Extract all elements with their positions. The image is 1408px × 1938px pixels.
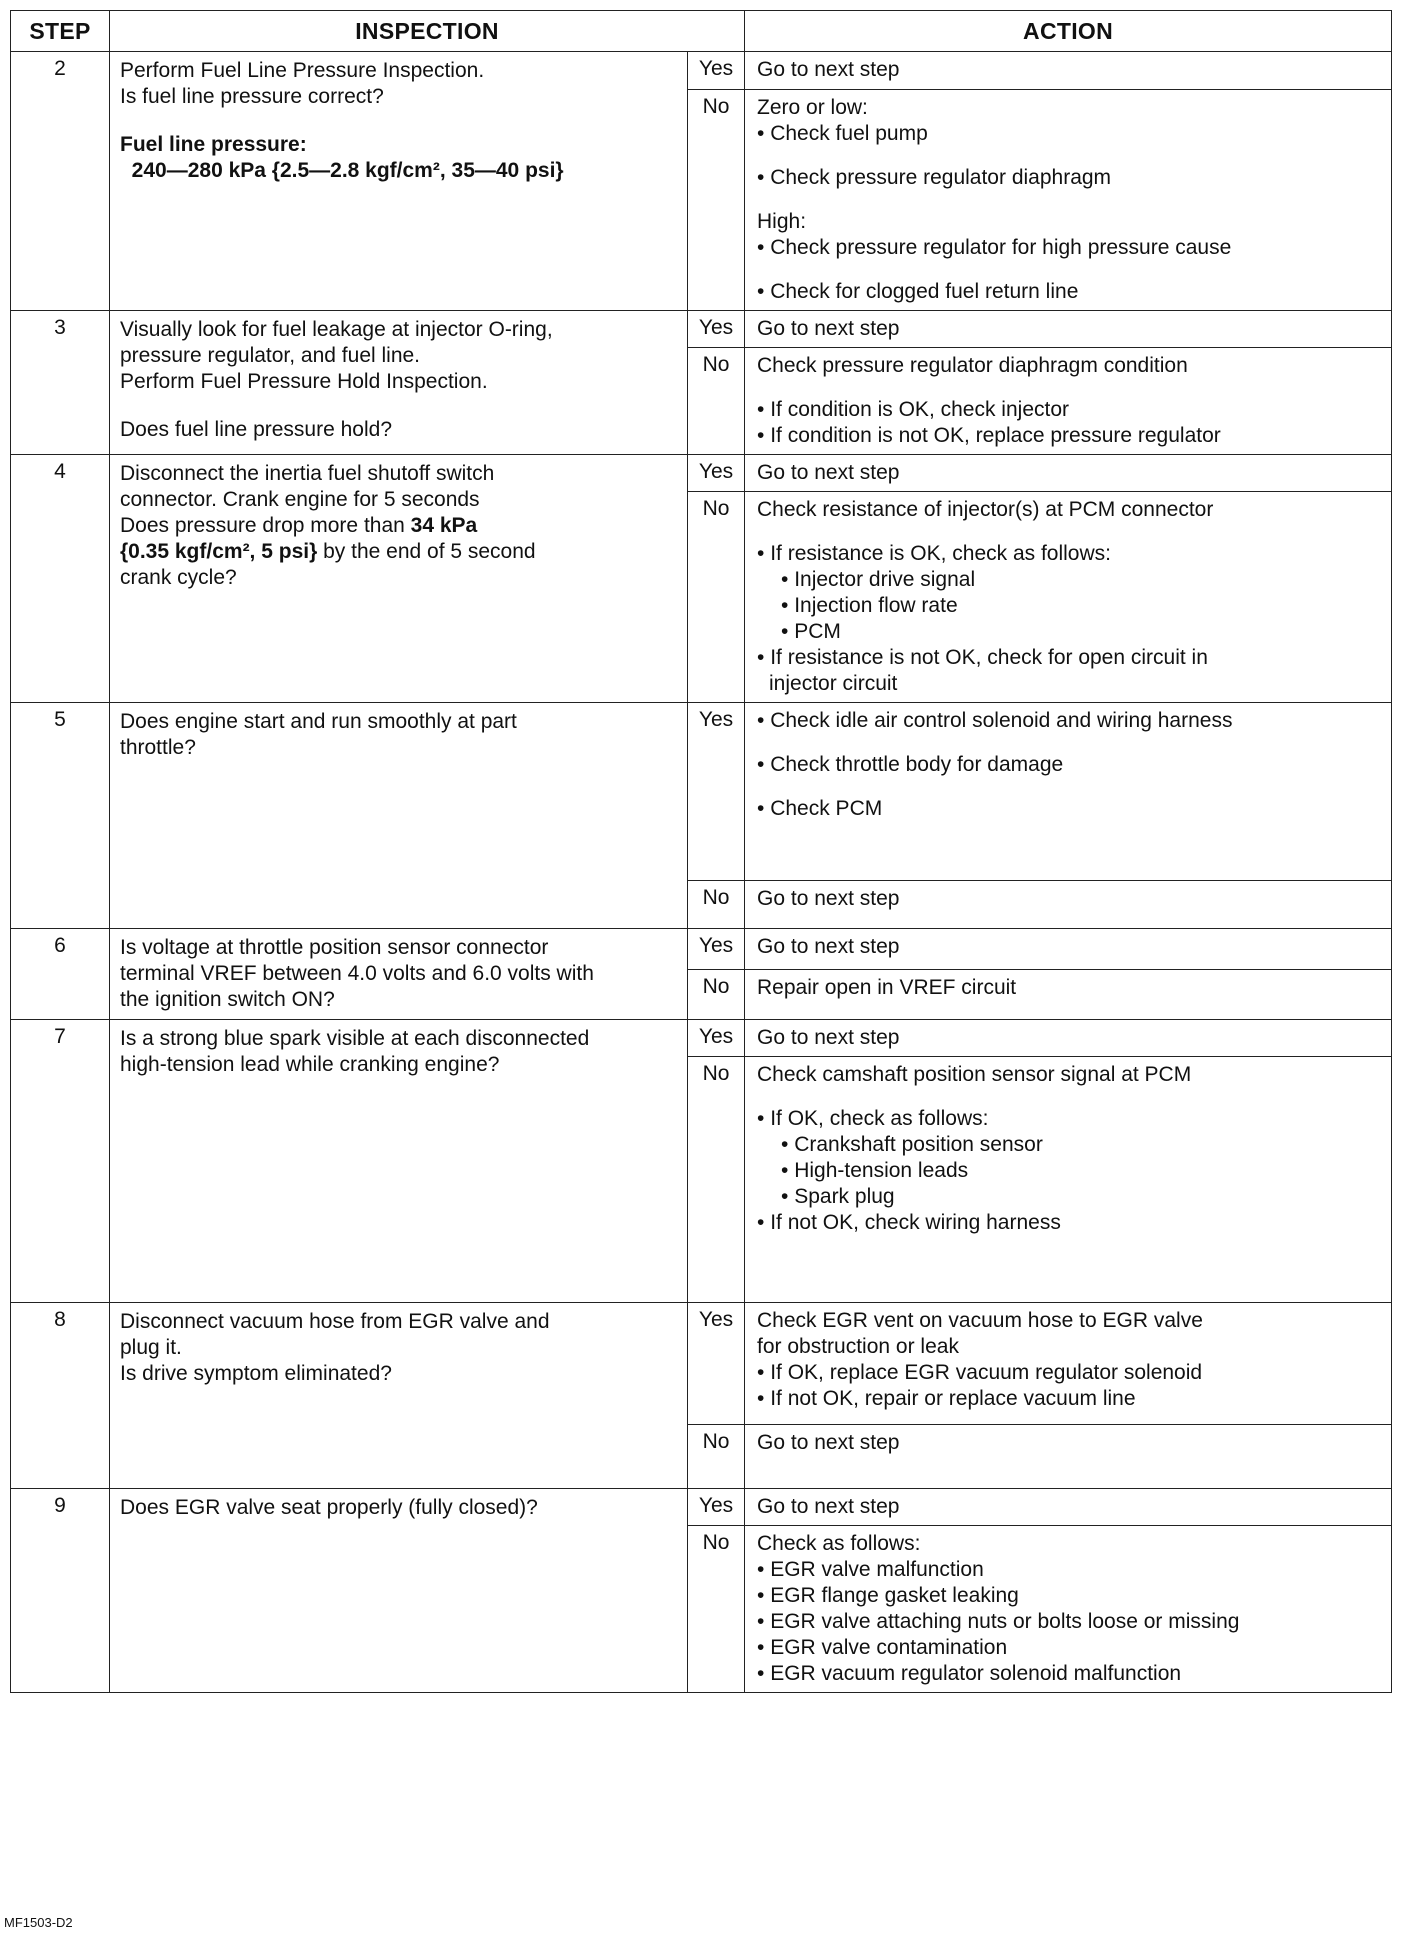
response-label: Yes (688, 311, 745, 348)
action-cell (745, 348, 1392, 455)
action-line: injector circuit (769, 672, 898, 695)
action-line: • EGR valve malfunction (757, 1558, 984, 1581)
spacer (757, 1088, 1379, 1106)
inspection-line: Disconnect the inertia fuel shutoff switch (120, 462, 495, 485)
action-line: Zero or low: (757, 96, 868, 119)
action-cell (745, 969, 1392, 1019)
action-line: • If not OK, repair or replace vacuum line (757, 1387, 1136, 1410)
inspection-line: Perform Fuel Line Pressure Inspection. (120, 59, 485, 82)
step-number: 5 (11, 703, 110, 929)
inspection-line: crank cycle? (120, 566, 237, 589)
action-line: • Crankshaft position sensor (781, 1133, 1043, 1156)
header-row (11, 11, 1392, 52)
response-label: No (688, 969, 745, 1019)
action-line: Go to next step (757, 317, 900, 340)
response-label: Yes (688, 703, 745, 881)
action-line: • Spark plug (781, 1185, 895, 1208)
diagnostic-table (10, 10, 1392, 1693)
inspection-line (120, 513, 677, 539)
action-line: High: (757, 210, 807, 233)
action-line: Check as follows: (757, 1532, 921, 1555)
action-line: Repair open in VREF circuit (757, 975, 1017, 999)
action-cell (745, 1057, 1392, 1303)
header-inspection: INSPECTION (110, 11, 745, 52)
spacer (757, 261, 1379, 279)
inspection-line: terminal VREF between 4.0 volts and 6.0 volts with (120, 962, 594, 985)
action-line: Check EGR vent on vacuum hose to EGR valve (757, 1309, 1203, 1332)
inspection-text-part: Does pressure drop more than (120, 514, 411, 537)
action-line: • Check idle air control solenoid and wiring harness (757, 709, 1233, 732)
table-row (11, 455, 1392, 492)
action-line: • If OK, check as follows: (757, 1107, 989, 1130)
action-line: for obstruction or leak (757, 1335, 959, 1358)
action-cell (745, 1303, 1392, 1425)
action-line: Check camshaft position sensor signal at PCM (757, 1063, 1192, 1086)
table-row (11, 703, 1392, 881)
inspection-text-part: {0.35 kgf/cm², 5 psi} (120, 540, 318, 563)
action-cell (745, 1020, 1392, 1057)
inspection-line: Is drive symptom eliminated? (120, 1362, 392, 1385)
inspection-text (110, 455, 688, 703)
action-cell (745, 929, 1392, 970)
action-cell (745, 1526, 1392, 1693)
table-row (11, 1020, 1392, 1057)
step-number: 9 (11, 1489, 110, 1693)
action-line: • Injector drive signal (781, 568, 976, 591)
inspection-text (110, 929, 688, 1020)
inspection-line: Fuel line pressure: (120, 133, 307, 156)
step-number: 4 (11, 455, 110, 703)
response-label: No (688, 1526, 745, 1693)
inspection-line: high-tension lead while cranking engine? (120, 1053, 500, 1076)
step-number: 3 (11, 311, 110, 455)
inspection-line: plug it. (120, 1336, 182, 1359)
action-line: Go to next step (757, 887, 900, 910)
inspection-line: Is a strong blue spark visible at each disconnected (120, 1027, 590, 1050)
spacer (757, 191, 1379, 209)
action-line: • Check for clogged fuel return line (757, 280, 1079, 303)
response-label: Yes (688, 929, 745, 970)
action-line: • Check throttle body for damage (757, 753, 1064, 776)
spacer (757, 523, 1379, 541)
response-label: No (688, 1057, 745, 1303)
action-cell (745, 52, 1392, 90)
step-number: 2 (11, 52, 110, 311)
inspection-line: Is voltage at throttle position sensor connector (120, 936, 549, 959)
header-step: STEP (11, 11, 110, 52)
action-line: • EGR flange gasket leaking (757, 1584, 1019, 1607)
action-line: • If not OK, check wiring harness (757, 1211, 1061, 1234)
action-line: Go to next step (757, 1431, 900, 1454)
response-label: No (688, 1425, 745, 1489)
action-line: • Check fuel pump (757, 122, 928, 145)
inspection-line: 240—280 kPa {2.5—2.8 kgf/cm², 35—40 psi} (120, 159, 564, 182)
action-line: • EGR valve contamination (757, 1636, 1008, 1659)
spacer (757, 734, 1379, 752)
action-line: • EGR valve attaching nuts or bolts loose or missing (757, 1610, 1240, 1633)
table-row (11, 1303, 1392, 1425)
inspection-line: Does fuel line pressure hold? (120, 418, 392, 441)
spacer (757, 379, 1379, 397)
response-label: Yes (688, 1303, 745, 1425)
action-cell (745, 492, 1392, 703)
action-line: • EGR vacuum regulator solenoid malfunction (757, 1662, 1182, 1685)
action-line: Go to next step (757, 1495, 900, 1518)
action-cell (745, 311, 1392, 348)
inspection-line: connector. Crank engine for 5 seconds (120, 488, 480, 511)
spacer (757, 778, 1379, 796)
action-cell (745, 703, 1392, 881)
response-label: Yes (688, 455, 745, 492)
action-line: Go to next step (757, 1026, 900, 1049)
action-cell (745, 1425, 1392, 1489)
action-line: • Check pressure regulator for high pressure cause (757, 236, 1232, 259)
spacer (757, 147, 1379, 165)
inspection-text-part: 34 kPa (410, 514, 478, 537)
inspection-text (110, 52, 688, 311)
inspection-line: Disconnect vacuum hose from EGR valve and (120, 1310, 550, 1333)
action-line: • Check pressure regulator diaphragm (757, 166, 1112, 189)
action-line: • High-tension leads (781, 1159, 969, 1182)
inspection-line: Does engine start and run smoothly at part (120, 710, 517, 733)
inspection-line: pressure regulator, and fuel line. (120, 344, 421, 367)
header-action: ACTION (745, 11, 1392, 52)
response-label: No (688, 881, 745, 929)
action-line: Check pressure regulator diaphragm condition (757, 354, 1188, 377)
inspection-line (120, 539, 677, 565)
action-line: Go to next step (757, 935, 900, 958)
response-label: No (688, 492, 745, 703)
response-label: No (688, 348, 745, 455)
action-line: • If resistance is not OK, check for open circuit in (757, 646, 1208, 669)
action-line: • Injection flow rate (781, 594, 958, 617)
action-line: • If condition is OK, check injector (757, 398, 1070, 421)
inspection-text (110, 1020, 688, 1303)
step-number: 8 (11, 1303, 110, 1489)
table-row (11, 1489, 1392, 1526)
step-number: 6 (11, 929, 110, 1020)
action-line: Check resistance of injector(s) at PCM connector (757, 498, 1214, 521)
action-line: • PCM (781, 620, 841, 643)
response-label: Yes (688, 1020, 745, 1057)
action-line: • If resistance is OK, check as follows: (757, 542, 1111, 565)
inspection-line: Does EGR valve seat properly (fully closed)? (120, 1496, 538, 1519)
inspection-line: Is fuel line pressure correct? (120, 85, 384, 108)
table-row (11, 52, 1392, 90)
spacer (120, 395, 677, 417)
action-line: Go to next step (757, 461, 900, 484)
troubleshooting-sheet (10, 10, 1391, 1693)
table-row (11, 311, 1392, 348)
spacer (120, 110, 677, 132)
action-cell (745, 1489, 1392, 1526)
action-line: Go to next step (757, 58, 900, 81)
action-line: • If condition is not OK, replace pressure regulator (757, 424, 1221, 447)
response-label: Yes (688, 52, 745, 90)
inspection-line: the ignition switch ON? (120, 988, 335, 1011)
inspection-line: Visually look for fuel leakage at injector O-ring, (120, 318, 553, 341)
inspection-text (110, 1303, 688, 1489)
action-line: • Check PCM (757, 797, 883, 820)
response-label: No (688, 90, 745, 311)
action-cell (745, 90, 1392, 311)
inspection-text-part: by the end of 5 second (317, 540, 536, 563)
figure-code: MF1503-D2 (4, 1915, 73, 1930)
table-body (11, 52, 1392, 1693)
inspection-line: Perform Fuel Pressure Hold Inspection. (120, 370, 488, 393)
inspection-line: throttle? (120, 736, 196, 759)
step-number: 7 (11, 1020, 110, 1303)
action-line: • If OK, replace EGR vacuum regulator solenoid (757, 1361, 1203, 1384)
inspection-text (110, 1489, 688, 1693)
response-label: Yes (688, 1489, 745, 1526)
action-cell (745, 881, 1392, 929)
inspection-text (110, 311, 688, 455)
table-row (11, 929, 1392, 970)
action-cell (745, 455, 1392, 492)
inspection-text (110, 703, 688, 929)
